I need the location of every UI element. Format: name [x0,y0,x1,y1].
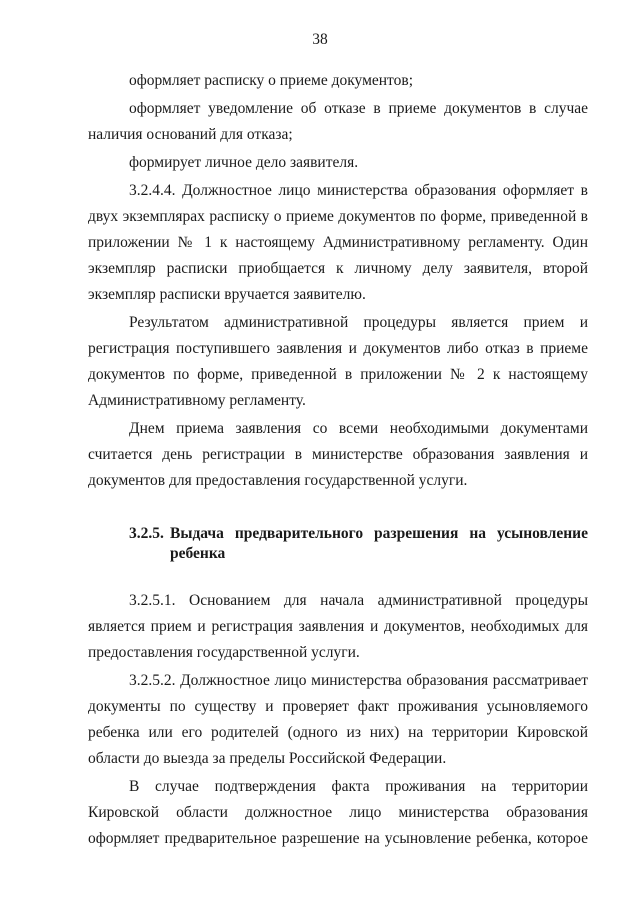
paragraph-confirmation: В случае подтверждения факта проживания на территории Кировской области должностное лицо министерства образования оформляет предварительное разрешение на усыновление ребенка, которое [88,778,588,847]
paragraph-refusal-notice: оформляет уведомление об отказе в приеме документов в случае наличия оснований для отказа; [88,100,588,143]
section-heading-3-2-5 [88,524,588,564]
section-number: 3.2.5. [129,525,164,542]
paragraph-result: Результатом административной процедуры является прием и регистрация поступившего заявления и документов либо отказ в приеме документов по форме, приведенной в приложении № 2 к настоящему Административному регламенту. [88,314,588,409]
paragraph-3-2-5-2: 3.2.5.2. Должностное лицо министерства образования рассматривает документы по существу и проверяет факт проживания усыновляемого ребенка или его родителей (одного из них) на территории Кировской области до выезда за пределы Российской Федерации. [88,672,588,767]
document-body [88,68,588,854]
page-number: 38 [312,31,328,48]
paragraph-personal-file: формирует личное дело заявителя. [129,154,359,171]
section-title: Выдача предварительного разрешения на усыновление ребенка [170,525,588,562]
paragraph-3-2-5-1: 3.2.5.1. Основанием для начала административной процедуры является прием и регистрация заявления и документов, необходимых для предоставления государственной услуги. [88,592,588,661]
paragraph-receipt: оформляет расписку о приеме документов; [129,72,414,89]
paragraph-3-2-4-4: 3.2.4.4. Должностное лицо министерства образования оформляет в двух экземплярах расписку о приеме документов по форме, приведенной в приложении № 1 к настоящему Административному регламенту. Один экземпляр расписки приобщается к личному делу заявителя, второй экземпляр расписки вручается заявителю. [88,182,588,303]
paragraph-receipt-day: Днем приема заявления со всеми необходимыми документами считается день регистрации в министерстве образования заявления и документов для предоставления государственной услуги. [88,420,588,489]
